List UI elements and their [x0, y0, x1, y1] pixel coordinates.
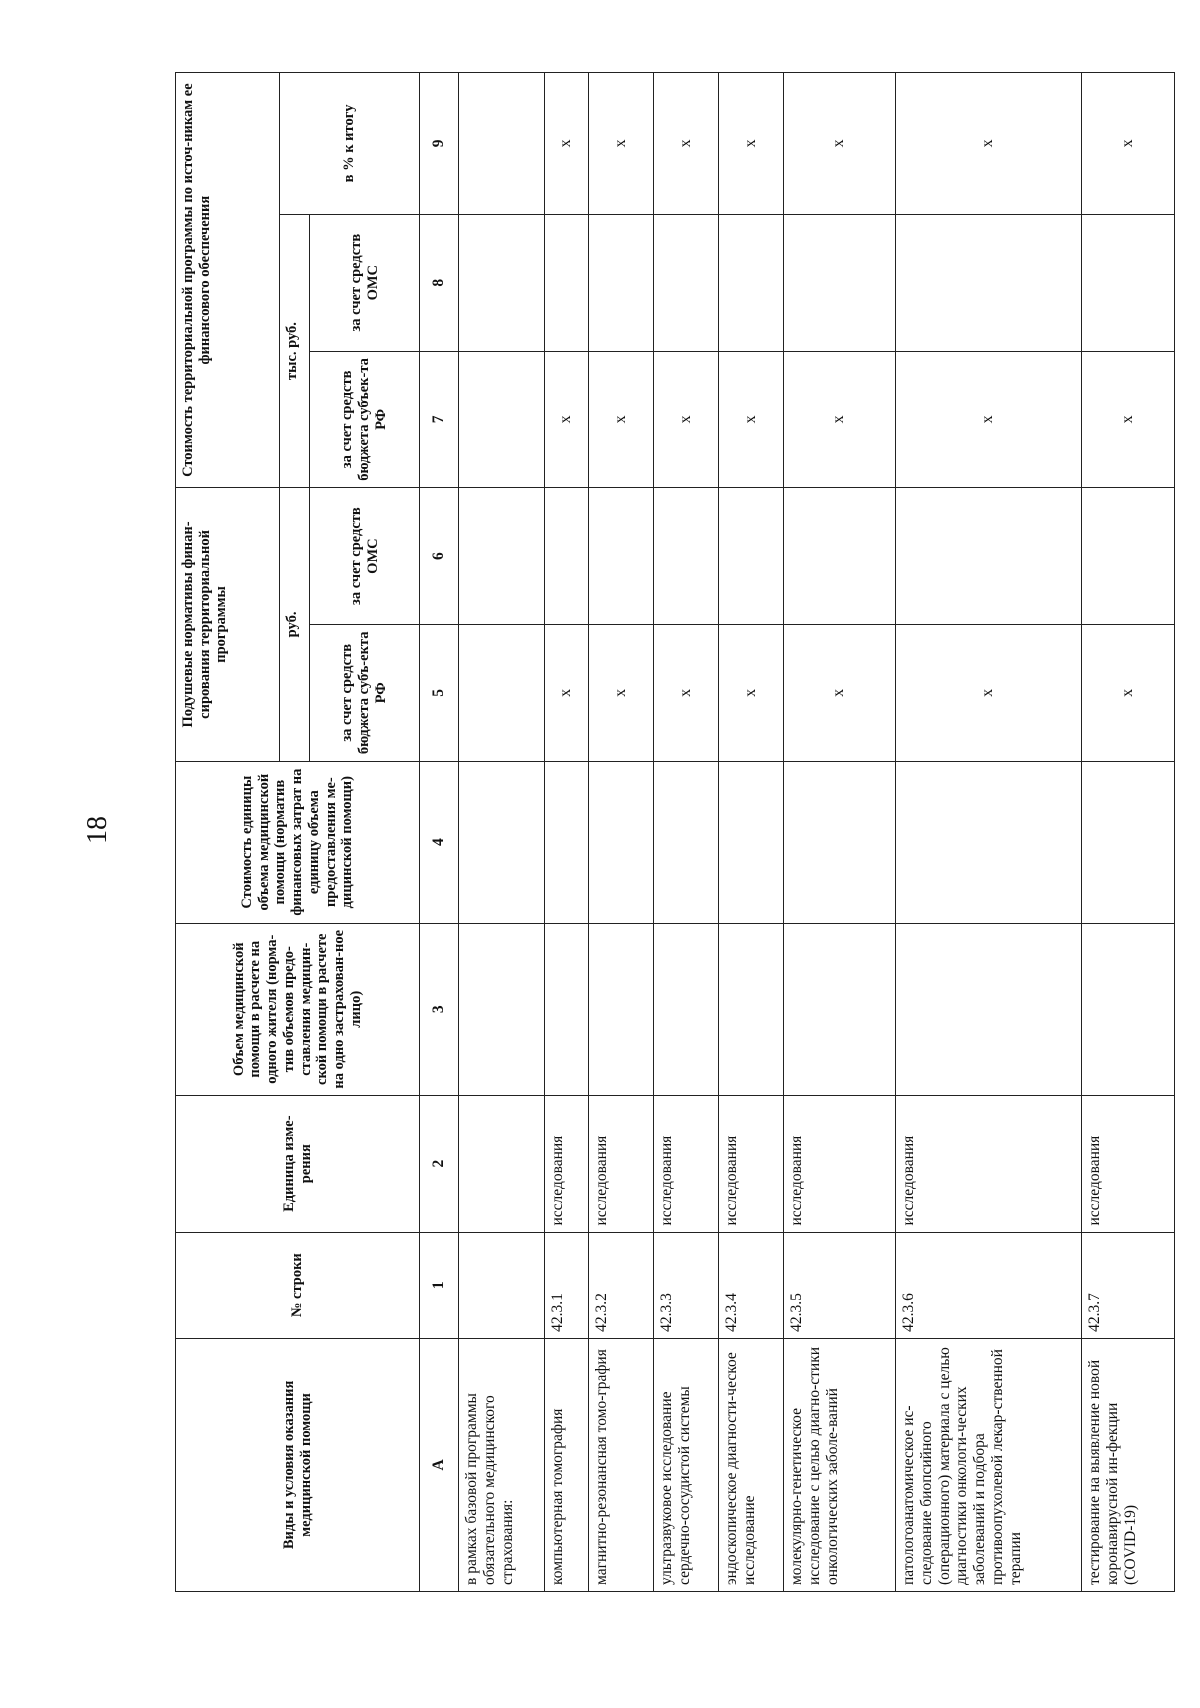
cell-c3 — [1081, 923, 1174, 1095]
col-number: 4 — [420, 761, 459, 923]
cell-c4 — [719, 761, 784, 923]
cell-c9: х — [1081, 73, 1174, 215]
header-cost: Стоимость единицы объема медицинской помощи (норматив финансовых затрат на единицу объема предоставления ме-дицинской помощи) — [176, 761, 420, 923]
row-unit: исследования — [895, 1095, 1081, 1232]
col-number: 6 — [420, 488, 459, 625]
cell-c3 — [654, 923, 719, 1095]
row-name: ультразвуковое исследование сердечно-сосудистой системы — [654, 1338, 719, 1591]
row-line: 42.3.4 — [719, 1232, 784, 1338]
table-row — [784, 73, 896, 1592]
cell-c6 — [784, 488, 896, 625]
cell-c3 — [784, 923, 896, 1095]
header-rub: руб. — [280, 488, 310, 761]
cell-c6 — [545, 488, 589, 625]
cell-c6 — [719, 488, 784, 625]
cell-c8 — [589, 214, 654, 351]
header-oms-8: за счет средств ОМС — [310, 214, 420, 351]
row-name: молекулярно-генетическое исследование с целью диагно-стики онкологических заболе-ваний — [784, 1338, 896, 1591]
row-name: эндоскопическое диагности-ческое исследование — [719, 1338, 784, 1591]
financing-table — [175, 72, 1175, 1592]
cell-c7: х — [589, 351, 654, 488]
cell-c4 — [459, 761, 545, 923]
row-unit: исследования — [545, 1095, 589, 1232]
cell-c5: х — [589, 624, 654, 761]
row-unit: исследования — [719, 1095, 784, 1232]
row-unit: исследования — [1081, 1095, 1174, 1232]
header-thous-rub: тыс. руб. — [280, 214, 310, 487]
cell-c7: х — [545, 351, 589, 488]
header-budget-7: за счет средств бюджета субъек-та РФ — [310, 351, 420, 488]
row-line: 42.3.5 — [784, 1232, 896, 1338]
col-number: А — [420, 1338, 459, 1591]
cell-c8 — [719, 214, 784, 351]
col-number: 9 — [420, 73, 459, 215]
cell-c7: х — [1081, 351, 1174, 488]
cell-c5: х — [784, 624, 896, 761]
header-budget-5: за счет средств бюджета субъ-екта РФ — [310, 624, 420, 761]
row-line — [459, 1232, 545, 1338]
cell-c9: х — [654, 73, 719, 215]
cell-c4 — [545, 761, 589, 923]
cell-c8 — [545, 214, 589, 351]
header-percent: в % к итогу — [280, 73, 420, 215]
cell-c6 — [895, 488, 1081, 625]
cell-c6 — [459, 488, 545, 625]
page-number: 18 — [82, 816, 113, 844]
row-line: 42.3.1 — [545, 1232, 589, 1338]
cell-c5 — [459, 624, 545, 761]
row-name: патологоанатомическое ис-следование биопсийного (операционного) материала с целью диагностики онкологи-ческих заболеваний и подбора противоопухолевой лекар-ственной терапии — [895, 1338, 1081, 1591]
header-per-capita: Подушевые нормативы финан-сирования территориальной программы — [176, 488, 280, 761]
cell-c9: х — [589, 73, 654, 215]
row-line: 42.3.2 — [589, 1232, 654, 1338]
header-kinds: Виды и условия оказания медицинской помощи — [176, 1338, 420, 1591]
table-row — [654, 73, 719, 1592]
cell-c5: х — [1081, 624, 1174, 761]
cell-c3 — [895, 923, 1081, 1095]
cell-c3 — [545, 923, 589, 1095]
rotated-table-container — [175, 72, 1175, 1592]
header-oms-6: за счет средств ОМС — [310, 488, 420, 625]
cell-c5: х — [719, 624, 784, 761]
table-row — [589, 73, 654, 1592]
header-line-no: № строки — [176, 1232, 420, 1338]
cell-c9: х — [895, 73, 1081, 215]
cell-c8 — [895, 214, 1081, 351]
cell-c4 — [1081, 761, 1174, 923]
cell-c9: х — [719, 73, 784, 215]
cell-c5: х — [545, 624, 589, 761]
header-unit: Единица изме-рения — [176, 1095, 420, 1232]
row-line: 42.3.6 — [895, 1232, 1081, 1338]
table-row — [895, 73, 1081, 1592]
cell-c6 — [654, 488, 719, 625]
header-volume: Объем медицинской помощи в расчете на одного жителя (норма-тив объемов предо-ставления медицин-ской помощи в расчете на одно застрахован-ное лицо) — [176, 923, 420, 1095]
cell-c3 — [719, 923, 784, 1095]
cell-c3 — [459, 923, 545, 1095]
cell-c9 — [459, 73, 545, 215]
row-unit: исследования — [589, 1095, 654, 1232]
cell-c7: х — [719, 351, 784, 488]
cell-c4 — [589, 761, 654, 923]
table-row — [1081, 73, 1174, 1592]
cell-c3 — [589, 923, 654, 1095]
row-name: магнитно-резонансная томо-графия — [589, 1338, 654, 1591]
cell-c9: х — [784, 73, 896, 215]
cell-c7: х — [654, 351, 719, 488]
col-number: 3 — [420, 923, 459, 1095]
row-name: в рамках базовой программы обязательного медицинского страхования: — [459, 1338, 545, 1591]
cell-c7: х — [784, 351, 896, 488]
row-unit: исследования — [784, 1095, 896, 1232]
header-total-cost: Стоимость территориальной программы по источ-никам ее финансового обеспечения — [176, 73, 280, 488]
cell-c7 — [459, 351, 545, 488]
cell-c8 — [1081, 214, 1174, 351]
col-number: 2 — [420, 1095, 459, 1232]
financing-table-wrapper — [175, 72, 1175, 1592]
cell-c4 — [654, 761, 719, 923]
cell-c4 — [784, 761, 896, 923]
row-line: 42.3.3 — [654, 1232, 719, 1338]
cell-c5: х — [654, 624, 719, 761]
cell-c8 — [654, 214, 719, 351]
col-number: 1 — [420, 1232, 459, 1338]
cell-c7: х — [895, 351, 1081, 488]
col-number: 5 — [420, 624, 459, 761]
cell-c4 — [895, 761, 1081, 923]
table-row — [459, 73, 545, 1592]
row-unit — [459, 1095, 545, 1232]
row-name: компьютерная томография — [545, 1338, 589, 1591]
table-row — [545, 73, 589, 1592]
cell-c8 — [459, 214, 545, 351]
table-row — [719, 73, 784, 1592]
cell-c6 — [1081, 488, 1174, 625]
row-line: 42.3.7 — [1081, 1232, 1174, 1338]
row-unit: исследования — [654, 1095, 719, 1232]
cell-c5: х — [895, 624, 1081, 761]
cell-c6 — [589, 488, 654, 625]
cell-c8 — [784, 214, 896, 351]
column-numbers-row — [420, 73, 459, 1592]
col-number: 7 — [420, 351, 459, 488]
row-name: тестирование на выявление новой коронавирусной ин-фекции (COVID-19) — [1081, 1338, 1174, 1591]
cell-c9: х — [545, 73, 589, 215]
col-number: 8 — [420, 214, 459, 351]
